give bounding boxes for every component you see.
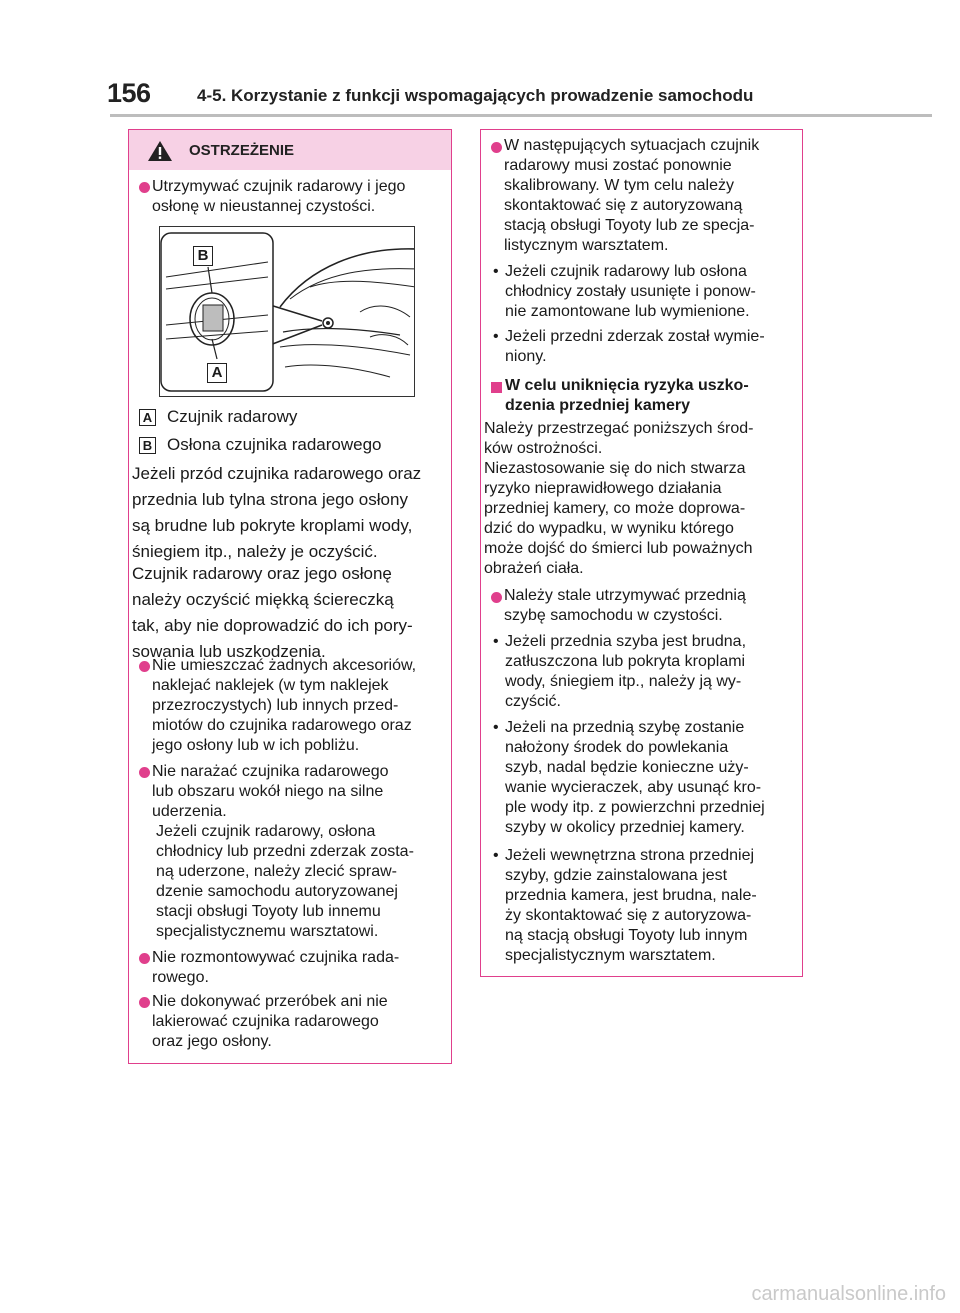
left-paragraph-2: Czujnik radarowy oraz jego osłonę należy oczyścić miękką ściereczką tak, aby nie doprowadzić do ich pory- sowania lub uszkodzenia. [132, 564, 413, 661]
left-bullet-5: Nie dokonywać przeróbek ani nie lakierować czujnika radarowego oraz jego osłony. [152, 993, 388, 1050]
bullet-icon [139, 182, 150, 193]
page-header [107, 78, 822, 114]
left-paragraph-1: Jeżeli przód czujnika radarowego oraz przednia lub tylna strona jego osłony są brudne lub pokryte kroplami wody, śniegiem itp., należy je oczyścić. [132, 464, 422, 561]
bullet-icon [491, 592, 502, 603]
watermark: carmanualsonline.info [751, 1283, 946, 1305]
left-bullet-3-detail: Jeżeli czujnik radarowy, osłona chłodnicy lub przedni zderzak zosta- ną uderzone, należy zlecić spraw- dzenie samochodu autoryzowanej stacji obsługi Toyoty lub innemu specjalistycznemu warsztatowi. [156, 823, 414, 940]
left-bullet-4: Nie rozmontowywać czujnika rada- rowego. [152, 949, 400, 986]
section-title: 4-5. Korzystanie z funkcji wspomagających prowadzenie samochodu [197, 86, 754, 105]
bullet-icon [139, 661, 150, 672]
right-heading: W celu uniknięcia ryzyka uszko- dzenia przedniej kamery [505, 377, 749, 414]
legend-text-b: Osłona czujnika radarowego [167, 435, 382, 454]
bullet-icon [139, 767, 150, 778]
bullet-icon [139, 997, 150, 1008]
legend-text-a: Czujnik radarowy [167, 407, 298, 426]
header-rule [110, 114, 932, 117]
left-bullet-3: Nie narażać czujnika radarowego lub obszaru wokół niego na silne uderzenia. [152, 763, 389, 820]
right-dash-3: Jeżeli przednia szyba jest brudna, zatłuszczona lub pokryta kroplami wody, śniegiem itp., należy ją wy- czyścić. [505, 633, 747, 710]
warning-box [128, 129, 452, 1064]
figure-label-b: B [193, 246, 213, 266]
right-bullet-1: W następujących sytuacjach czujnik radarowy musi zostać ponownie skalibrowany. W tym celu należy skontaktować się z autoryzowaną stacją obsługi Toyoty lub ze specja- listycznym warsztatem. [504, 137, 760, 254]
figure-label-a: A [207, 363, 227, 383]
legend-label-a: A [139, 409, 156, 426]
right-dash-5: Jeżeli wewnętrzna strona przedniej szyby, gdzie zainstalowana jest przednia kamera, jest brudna, nale- ży skontaktować się z autoryzowa- ną stacją obsługi Toyoty lub innym specjalistycznym warsztatem. [505, 847, 757, 964]
warning-header [129, 130, 451, 170]
radar-sensor-figure [159, 226, 415, 397]
page-number: 156 [107, 78, 151, 108]
bullet-icon [139, 953, 150, 964]
heading-square-icon [491, 382, 502, 393]
right-dash-1: Jeżeli czujnik radarowy lub osłona chłodnicy zostały usunięte i ponow- nie zamontowane lub wymienione. [505, 263, 756, 320]
warning-title: OSTRZEŻENIE [189, 142, 295, 159]
left-bullet-1: Utrzymywać czujnik radarowy i jego osłonę w nieustannej czystości. [152, 178, 406, 215]
right-dash-4: Jeżeli na przednią szybę zostanie nałożony środek do powlekania szyb, nadal będzie konieczne uży- wanie wycieraczek, aby usunąć kro- ple wody itp. z powierzchni przedniej szyby w okolicy przedniej kamery. [505, 719, 765, 836]
warning-icon [147, 140, 173, 162]
legend-label-b: B [139, 437, 156, 454]
bullet-icon [491, 142, 502, 153]
info-box: W następujących sytuacjach czujnik radarowy musi zostać ponownie skalibrowany. W tym celu należy skontaktować się z autoryzowaną stacją obsługi Toyoty lub ze specja- listycznym warsztatem. • Jeżeli czujnik radarowy lub osłona chłodnicy zostały usunięte i ponow- nie zamontowane lub wymienione. • Jeżeli przedni zderzak został wymie- niony. W celu uniknięcia ryzyka uszko- dzenia przedniej kamery Należy przestrzegać poniższych środ- ków ostrożności. Niezastosowanie się do nich stwarza ryzyko nieprawidłowego działania przedniej kamery, co może doprowa- dzić do wypadku, w wyniku którego może dojść do śmierci lub poważnych obrażeń ciała. Należy stale utrzymywać przednią szybę samochodu w czystości. • Jeżeli przednia szyba jest brudna, zatłuszczona lub pokryta kroplami wody, śniegiem itp., należy ją wy- czyścić. • Jeżeli na przednią szybę zostanie nałożony środek do powlekania szyb, nadal będzie konieczne uży- wanie wycieraczek, aby usunąć kro- ple wody itp. z powierzchni przedniej szyby w okolicy przedniej kamery. • Jeżeli wewnętrzna strona przedniej szyby, gdzie zainstalowana jest przednia kamera, jest brudna, nale- ży skontaktować się z autoryzowa- ną stacją obsługi Toyoty lub innym specjalistycznym warsztatem. [480, 129, 803, 977]
right-dash-2: Jeżeli przedni zderzak został wymie- niony. [505, 328, 765, 365]
right-bullet-2: Należy stale utrzymywać przednią szybę samochodu w czystości. [504, 587, 746, 624]
right-paragraph-1: Należy przestrzegać poniższych środ- ków ostrożności. Niezastosowanie się do nich stwarza ryzyko nieprawidłowego działania przedniej kamery, co może doprowa- dzić do wypadku, w wyniku którego może dojść do śmierci lub poważnych obrażeń ciała. [484, 420, 754, 577]
left-bullet-2: Nie umieszczać żadnych akcesoriów, naklejać naklejek (w tym naklejek przezroczystych) lub innych przed- miotów do czujnika radarowego oraz jego osłony lub w ich pobliżu. [152, 657, 417, 754]
